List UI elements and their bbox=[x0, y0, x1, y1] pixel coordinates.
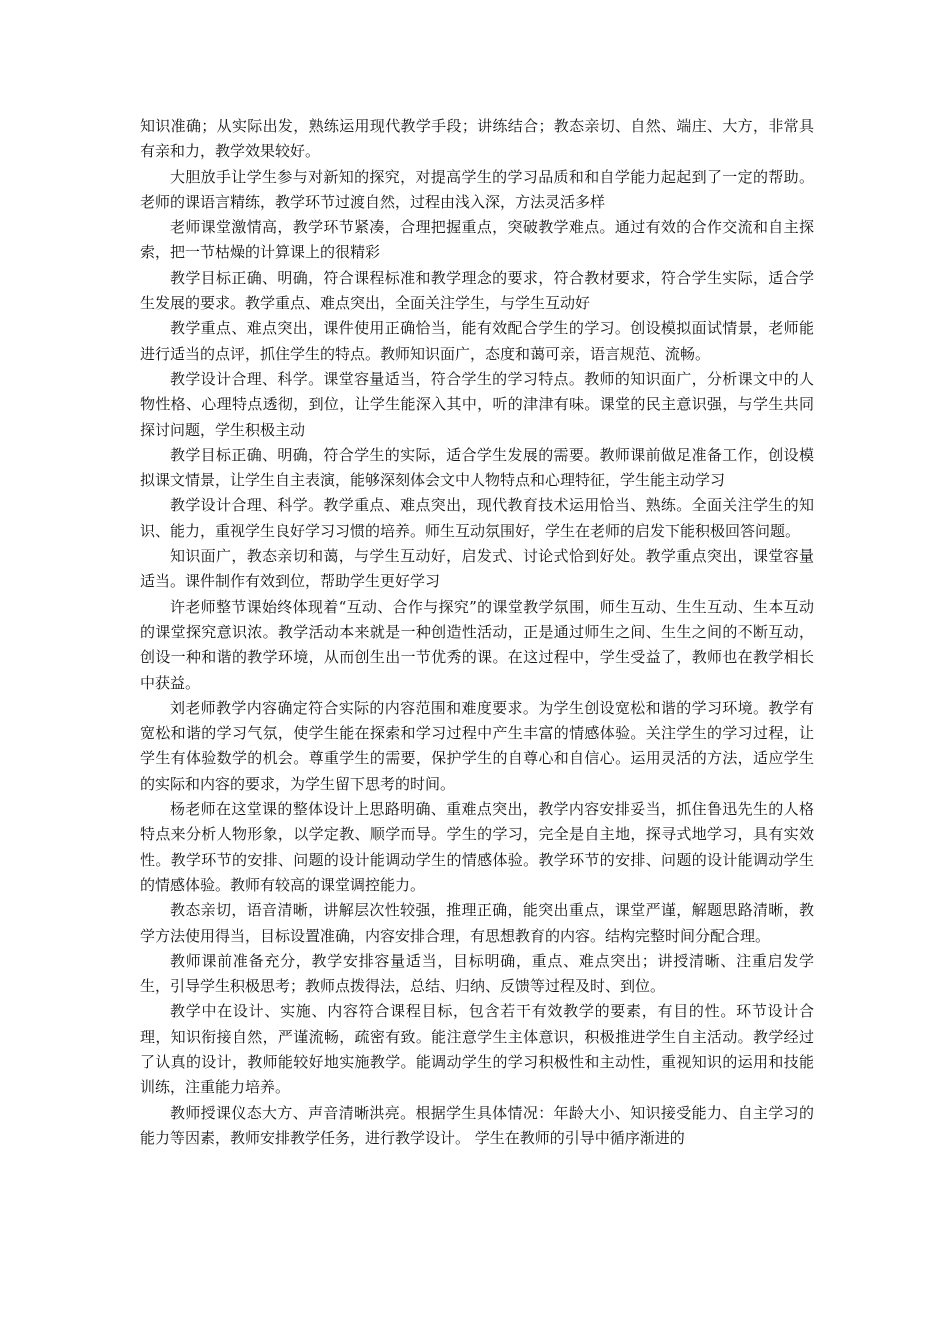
paragraph: 教学重点、难点突出，课件使用正确恰当，能有效配合学生的学习。创设模拟面试情景，老师能进行适当的点评，抓住学生的特点。教师知识面广，态度和蔼可亲，语言规范、流畅。 bbox=[140, 319, 814, 363]
document-page bbox=[140, 114, 814, 1151]
paragraph: 刘老师教学内容确定符合实际的内容范围和难度要求。为学生创设宽松和谐的学习环境。教学有宽松和谐的学习气氛，使学生能在探索和学习过程中产生丰富的情感体验。关注学生的学习过程，让学生有体验数学的机会。尊重学生的需要，保护学生的自尊心和自信心。运用灵活的方法，适应学生的实际和内容的要求，为学生留下思考的时间。 bbox=[140, 698, 814, 793]
paragraph: 许老师整节课始终体现着“互动、合作与探究”的课堂教学氛围，师生互动、生生互动、生本互动的课堂探究意识浓。教学活动本来就是一种创造性活动，正是通过师生之间、生生之间的不断互动，创设一种和谐的教学环境，从而创生出一节优秀的课。在这过程中，学生受益了，教师也在教学相长中获益。 bbox=[140, 597, 814, 692]
paragraph: 杨老师在这堂课的整体设计上思路明确、重难点突出，教学内容安排妥当，抓住鲁迅先生的人格特点来分析人物形象，以学定教、顺学而导。学生的学习，完全是自主地，探寻式地学习，具有实效性。教学环节的安排、问题的设计能调动学生的情感体验。教学环节的安排、问题的设计能调动学生的情感体验。教师有较高的课堂调控能力。 bbox=[140, 800, 814, 894]
paragraph: 教学设计合理、科学。课堂容量适当，符合学生的学习特点。教师的知识面广，分析课文中的人物性格、心理特点透彻，到位，让学生能深入其中，听的津津有味。课堂的民主意识强，与学生共同探讨问题，学生积极主动 bbox=[140, 369, 814, 439]
paragraph: 教学中在设计、实施、内容符合课程目标，包含若干有效教学的要素，有目的性。环节设计合理，知识衔接自然，严谨流畅，疏密有致。能注意学生主体意识，积极推进学生自主活动。教学经过了认真的设计，教师能较好地实施教学。能调动学生的学习积极性和主动性，重视知识的运用和技能训练，注重能力培养。 bbox=[140, 1002, 814, 1097]
paragraph: 教学目标正确、明确，符合课程标准和教学理念的要求，符合教材要求，符合学生实际，适合学生发展的要求。教学重点、难点突出，全面关注学生，与学生互动好 bbox=[140, 268, 814, 313]
paragraph: 教学目标正确、明确，符合学生的实际，适合学生发展的需要。教师课前做足准备工作，创设模拟课文情景，让学生自主表演，能够深刻体会文中人物特点和心理特征，学生能主动学习 bbox=[140, 445, 814, 490]
paragraph: 教师授课仪态大方、声音清晰洪亮。根据学生具体情况：年龄大小、知识接受能力、自主学习的能力等因素，教师安排教学任务，进行教学设计。 学生在教师的引导中循序渐进的 bbox=[140, 1103, 814, 1147]
paragraph: 教师课前准备充分，教学安排容量适当，目标明确，重点、难点突出；讲授清晰、注重启发学生，引导学生积极思考；教师点拨得法，总结、归纳、反馈等过程及时、到位。 bbox=[140, 951, 814, 996]
paragraph: 大胆放手让学生参与对新知的探究，对提高学生的学习品质和和自学能力起起到了一定的帮助。老师的课语言精练，教学环节过渡自然，过程由浅入深，方法灵活多样 bbox=[140, 167, 814, 211]
paragraph: 老师课堂激情高，教学环节紧凑，合理把握重点，突破教学难点。通过有效的合作交流和自主探索，把一节枯燥的计算课上的很精彩 bbox=[140, 218, 814, 262]
paragraph: 教学设计合理、科学。教学重点、难点突出，现代教育技术运用恰当、熟练。全面关注学生的知识、能力，重视学生良好学习习惯的培养。师生互动氛围好，学生在老师的启发下能积极回答问题。 bbox=[140, 496, 814, 540]
paragraph: 知识准确；从实际出发，熟练运用现代教学手段；讲练结合；教态亲切、自然、端庄、大方，非常具有亲和力，教学效果较好。 bbox=[140, 117, 814, 161]
paragraph: 教态亲切，语音清晰，讲解层次性较强，推理正确，能突出重点，课堂严谨，解题思路清晰，教学方法使用得当，目标设置准确，内容安排合理，有思想教育的内容。结构完整时间分配合理。 bbox=[140, 901, 814, 945]
paragraph: 知识面广，教态亲切和蔼，与学生互动好，启发式、讨论式恰到好处。教学重点突出，课堂容量适当。课件制作有效到位，帮助学生更好学习 bbox=[140, 547, 814, 591]
